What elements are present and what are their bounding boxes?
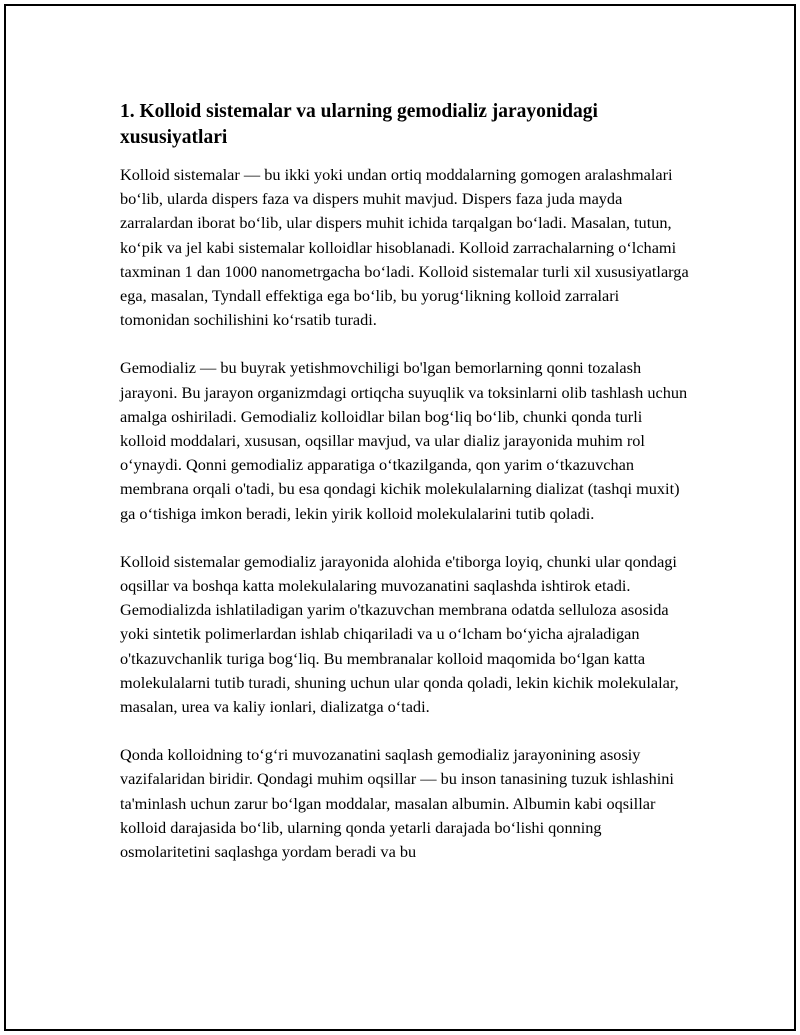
page-frame (4, 4, 796, 1031)
document-body (120, 99, 690, 888)
paragraph-colloid-systems: Kolloid sistemalar — bu ikki yoki undan ortiq moddalarning gomogen aralashmalari bo‘lib, ularda dispers faza va dispers muhit mavjud. Dispers faza juda mayda zarralardan iborat bo‘lib, ular dispers muhit ichida tarqalgan bo‘ladi. Masalan, tutun, ko‘pik va jel kabi sistemalar kolloidlar hisoblanadi. Kolloid zarrachalarning o‘lchami taxminan 1 dan 1000 nanometrgacha bo‘ladi. Kolloid sistemalar turli xil xususiyatlarga ega, masalan, Tyndall effektiga ega bo‘lib, bu yorug‘likning kolloid zarralari tomonidan sochilishini ko‘rsatib turadi. (120, 165, 689, 330)
section-heading: 1. Kolloid sistemalar va ularning gemodializ jarayonidagi xususiyatlari (120, 101, 598, 148)
paragraph-albumin: Qonda kolloidning to‘g‘ri muvozanatini saqlash gemodializ jarayonining asosiy vazifalaridan biridir. Qondagi muhim oqsillar — bu inson tanasining tuzuk ishlashini ta'minlash uchun zarur bo‘lgan moddalar, masalan albumin. Albumin kabi oqsillar kolloid darajasida bo‘lib, ularning qonda yetarli darajada bo‘lishi qonning osmolaritetini saqlashga yordam beradi va bu (120, 745, 674, 862)
paragraph-hemodialysis: Gemodializ — bu buyrak yetishmovchiligi bo'lgan bemorlarning qonni tozalash jarayoni. Bu jarayon organizmdagi ortiqcha suyuqlik va toksinlarni olib tashlash uchun amalga oshiriladi. Gemodializ kolloidlar bilan bog‘liq bo‘lib, chunki qonda turli kolloid moddalari, xususan, oqsillar mavjud, va ular dializ jarayonida muhim rol o‘ynaydi. Qonni gemodializ apparatiga o‘tkazilganda, qon yarim o‘tkazuvchan membrana orqali o'tadi, bu esa qondagi kichik molekulalarning dializat (tashqi muxit) ga o‘tishiga imkon beradi, lekin yirik kolloid molekulalarini tutib qoladi. (120, 358, 688, 523)
paragraph-membrane: Kolloid sistemalar gemodializ jarayonida alohida e'tiborga loyiq, chunki ular qondagi oqsillar va boshqa katta molekulalaring muvozanatini saqlashda ishtirok etadi. Gemodializda ishlatiladigan yarim o'tkazuvchan membrana odatda selluloza asosida yoki sintetik polimerlardan ishlab chiqariladi va u o‘lcham bo‘yicha ajraladigan o'tkazuvchanlik turiga bog‘liq. Bu membranalar kolloid maqomida bo‘lgan katta molekulalarni tutib turadi, shuning uchun ular qonda qoladi, lekin kichik molekulalar, masalan, urea va kaliy ionlari, dializatga o‘tadi. (120, 551, 679, 717)
